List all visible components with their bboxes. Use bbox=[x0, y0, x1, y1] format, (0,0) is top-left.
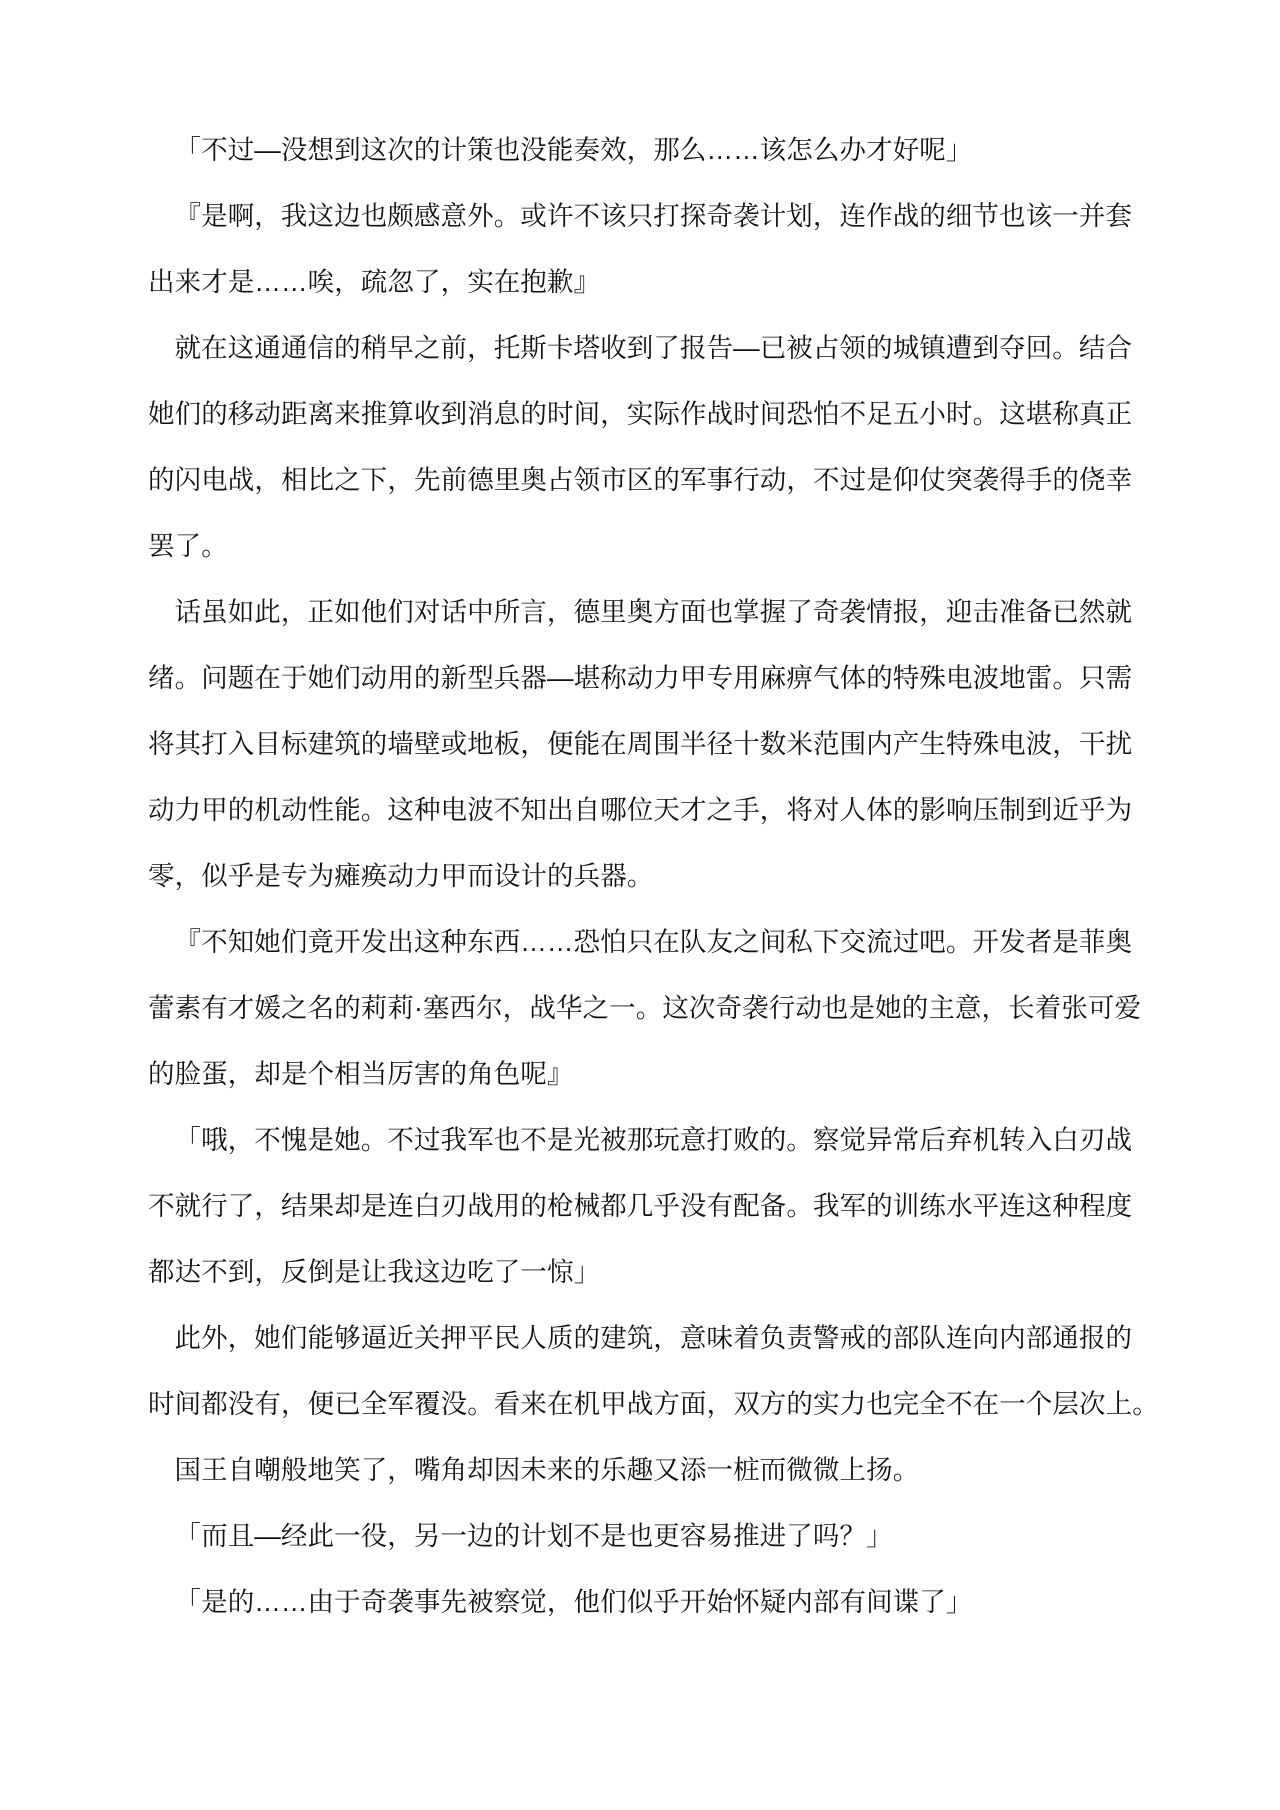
text-line: 「不过—没想到这次的计策也没能奏效，那么……该怎么办才好呢」 bbox=[174, 135, 973, 165]
text-line: 「哦，不愧是她。不过我军也不是光被那玩意打败的。察觉异常后弃机转入白刃战 bbox=[174, 1125, 1133, 1155]
text-line: 罢了。 bbox=[148, 531, 228, 561]
text-line: 将其打入目标建筑的墙壁或地板，便能在周围半径十数米范围内产生特殊电波，干扰 bbox=[148, 729, 1133, 759]
text-line: 都达不到，反倒是让我这边吃了一惊」 bbox=[148, 1257, 601, 1287]
paragraph bbox=[148, 117, 1132, 183]
text-line: 「而且—经此一役，另一边的计划不是也更容易推进了吗？」 bbox=[174, 1521, 893, 1551]
paragraph bbox=[148, 315, 1132, 579]
paragraph bbox=[148, 1437, 1132, 1503]
text-line: 时间都没有，便已全军覆没。看来在机甲战方面，双方的实力也完全不在一个层次上。 bbox=[148, 1389, 1159, 1419]
text-line: 绪。问题在于她们动用的新型兵器—堪称动力甲专用麻痹气体的特殊电波地雷。只需 bbox=[148, 663, 1133, 693]
text-line: 蕾素有才媛之名的莉莉·塞西尔，战华之一。这次奇袭行动也是她的主意，长着张可爱 bbox=[148, 993, 1142, 1023]
paragraph bbox=[148, 183, 1132, 315]
paragraph bbox=[148, 579, 1132, 909]
text-line: 出来才是……唉，疏忽了，实在抱歉』 bbox=[148, 267, 601, 297]
text-line: 国王自嘲般地笑了，嘴角却因未来的乐趣又添一桩而微微上扬。 bbox=[174, 1455, 920, 1485]
paragraph bbox=[148, 1503, 1132, 1569]
paragraph bbox=[148, 1107, 1132, 1305]
text-line: 零，似乎是专为瘫痪动力甲而设计的兵器。 bbox=[148, 861, 654, 891]
paragraph bbox=[148, 1305, 1159, 1437]
text-line: 她们的移动距离来推算收到消息的时间，实际作战时间恐怕不足五小时。这堪称真正 bbox=[148, 399, 1133, 429]
text-line: 动力甲的机动性能。这种电波不知出自哪位天才之手，将对人体的影响压制到近乎为 bbox=[148, 795, 1133, 825]
text-line: 此外，她们能够逼近关押平民人质的建筑，意味着负责警戒的部队连向内部通报的 bbox=[174, 1323, 1133, 1353]
text-line: 『是啊，我这边也颇感意外。或许不该只打探奇袭计划，连作战的细节也该一并套 bbox=[174, 201, 1133, 231]
text-line: 的闪电战，相比之下，先前德里奥占领市区的军事行动，不过是仰仗突袭得手的侥幸 bbox=[148, 465, 1133, 495]
paragraph bbox=[148, 1569, 1132, 1635]
text-line: 话虽如此，正如他们对话中所言，德里奥方面也掌握了奇袭情报，迎击准备已然就 bbox=[174, 597, 1133, 627]
text-line: 不就行了，结果却是连白刃战用的枪械都几乎没有配备。我军的训练水平连这种程度 bbox=[148, 1191, 1133, 1221]
text-line: 「是的……由于奇袭事先被察觉，他们似乎开始怀疑内部有间谍了」 bbox=[174, 1587, 973, 1617]
text-line: 的脸蛋，却是个相当厉害的角色呢』 bbox=[148, 1059, 574, 1089]
text-line: 就在这通通信的稍早之前，托斯卡塔收到了报告—已被占领的城镇遭到夺回。结合 bbox=[174, 333, 1133, 363]
text-line: 『不知她们竟开发出这种东西……恐怕只在队友之间私下交流过吧。开发者是菲奥 bbox=[174, 927, 1133, 957]
paragraph bbox=[148, 909, 1142, 1107]
novel-page bbox=[148, 0, 1159, 1635]
